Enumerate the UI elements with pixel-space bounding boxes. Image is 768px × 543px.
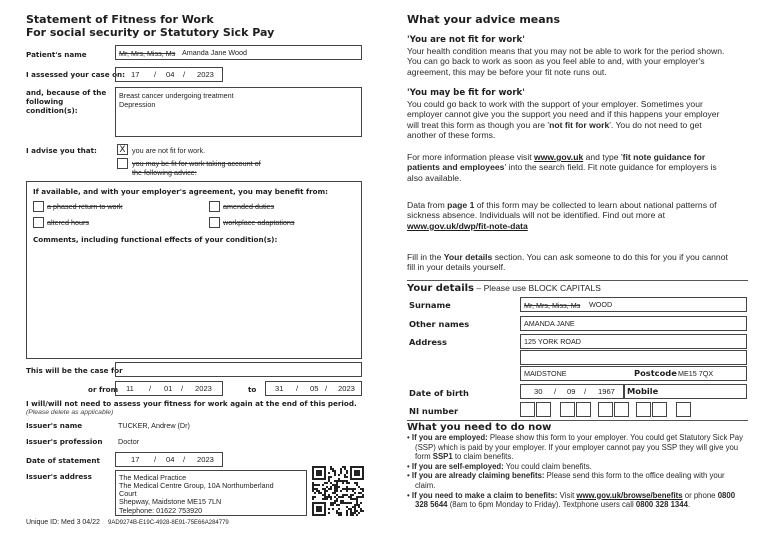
form-title: Statement of Fitness for Work — [26, 13, 214, 26]
not-fit-text: Your health condition means that you may not be able to work for the period shown. You can go back to work as soon as you feel able to and, with your employer's agreement, this may be before your fit note runs out. — [407, 46, 725, 77]
unique-id: 9AD9274B-E19C-4928-8E91-75E66A284779 — [108, 520, 229, 526]
ni-box[interactable] — [676, 402, 691, 417]
phased-return-option: a phased return to work — [47, 202, 123, 211]
from-month: 01 — [164, 384, 173, 393]
delete-note: (Please delete as applicable) — [26, 409, 114, 416]
not-fit-checkbox[interactable]: X — [117, 144, 128, 155]
fit-note-data-link[interactable]: www.gov.uk/dwp/fit-note-data — [407, 220, 528, 231]
ni-box[interactable] — [636, 402, 651, 417]
govuk-link[interactable]: www.gov.uk — [534, 152, 584, 162]
surname-title-options: Mr, Mrs, Miss, Ms — [524, 301, 581, 310]
mobile-label: Mobile — [627, 386, 659, 396]
assessed-date-field[interactable] — [115, 67, 223, 82]
todo-item-new-claim: • If you need to make a claim to benefits: Visit www.gov.uk/browse/benefits or phone 0800 328 5644 (8am to 6pm Monday to Friday). Textphone users call 0800 328 1344. — [407, 490, 736, 510]
address-line: The Medical Practice — [119, 473, 187, 482]
workplace-adaptations-option: workplace adaptations — [223, 218, 295, 227]
date-sep: / — [149, 384, 152, 393]
ni-box[interactable] — [614, 402, 629, 417]
date-sep: / — [154, 455, 157, 464]
address-line3-value: MAIDSTONE — [524, 369, 567, 378]
phased-return-checkbox[interactable] — [33, 201, 44, 212]
date-sep: / — [154, 70, 157, 79]
from-year: 2023 — [195, 384, 212, 393]
may-fit-checkbox[interactable] — [117, 158, 128, 169]
assessed-year: 2023 — [197, 70, 214, 79]
address-line1-value: 125 YORK ROAD — [524, 337, 581, 346]
data-collection-text: Data from page 1 of this form may be collected to learn about national patterns of sickness absence. Individuals will not be identified. Find out more at www.gov.uk/dwp/fit-note-data — [407, 200, 717, 231]
surname-label: Surname — [409, 300, 451, 310]
issuer-address-label: Issuer's address — [26, 472, 92, 481]
from-date-field[interactable] — [115, 381, 223, 396]
ni-box[interactable] — [520, 402, 535, 417]
other-names-field[interactable] — [520, 316, 747, 331]
patient-name-field[interactable] — [115, 45, 362, 60]
issuer-profession-value: Doctor — [118, 437, 140, 446]
to-year: 2023 — [338, 384, 355, 393]
patient-title-options: Mr, Mrs, Miss, Ms — [119, 49, 176, 58]
address-line: The Medical Centre Group, 10A Northumberland — [119, 481, 274, 490]
mobile-field[interactable] — [624, 384, 747, 399]
postcode-value: ME15 7QX — [678, 369, 714, 378]
may-fit-option: you may be fit for work taking account of — [132, 159, 261, 168]
address-line: Shepway, Maidstone ME15 7LN — [119, 497, 222, 506]
ni-box[interactable] — [536, 402, 551, 417]
address-line: Telephone: 01622 753920 — [119, 506, 203, 515]
advice-heading: What your advice means — [407, 13, 561, 26]
date-sep: / — [584, 387, 587, 396]
statement-month: 04 — [166, 455, 175, 464]
surname-field[interactable] — [520, 297, 747, 312]
ni-box[interactable] — [576, 402, 591, 417]
may-fit-option-cont: the following advice: — [132, 168, 197, 177]
to-date-field[interactable] — [265, 381, 362, 396]
condition-label: and, because of the following condition(s): — [26, 88, 107, 115]
ni-box[interactable] — [652, 402, 667, 417]
not-fit-heading: 'You are not fit for work' — [407, 35, 525, 45]
advise-label: I advise you that: — [26, 146, 97, 155]
patient-name-value: Amanda Jane Wood — [182, 48, 247, 57]
advice-box — [26, 181, 362, 359]
issuer-name-value: TUCKER, Andrew (Dr) — [118, 421, 190, 430]
condition-field[interactable] — [115, 87, 362, 137]
comments-heading: Comments, including functional effects of your condition(s): — [33, 235, 278, 244]
fill-in-text: Fill in the Your details section. You can ask someone to do this for you if you cannot fill in your details yourself. — [407, 252, 728, 273]
may-fit-text: You could go back to work with the support of your employer. Sometimes your employer cannot give you the support you need and if this happens your employer will treat this form as though you are 'not fit for work'. You do not need to get another of these forms. — [407, 99, 720, 141]
altered-hours-option: altered hours — [47, 218, 89, 227]
assessed-day: 17 — [131, 70, 140, 79]
address-line2-field[interactable] — [520, 350, 747, 365]
details-divider — [407, 280, 748, 281]
qr-code — [312, 466, 364, 516]
date-sep: / — [183, 70, 186, 79]
ni-box[interactable] — [598, 402, 613, 417]
from-day: 11 — [126, 384, 134, 393]
date-sep: / — [183, 455, 186, 464]
case-for-label: This will be the case for — [26, 366, 123, 375]
dob-month: 09 — [567, 387, 576, 396]
benefit-heading: If available, and with your employer's agreement, you may benefit from: — [33, 187, 328, 196]
dob-field[interactable] — [520, 384, 624, 399]
ni-number-label: NI number — [409, 406, 459, 416]
or-from-label: or from — [88, 385, 119, 394]
amended-duties-option: amended duties — [223, 202, 275, 211]
statement-year: 2023 — [197, 455, 214, 464]
statement-day: 17 — [131, 455, 140, 464]
unique-id-label: Unique ID: Med 3 04/22 — [26, 519, 100, 526]
issuer-address-field[interactable] — [115, 470, 307, 516]
assessed-label: I assessed your case on: — [26, 70, 126, 79]
postcode-label: Postcode — [634, 368, 677, 378]
not-fit-option: you are not fit for work. — [132, 146, 206, 155]
todo-heading: What you need to do now — [407, 422, 552, 433]
to-label: to — [248, 385, 257, 394]
to-month: 05 — [310, 384, 319, 393]
todo-item-claiming: • If you are already claiming benefits: Please send this form to the office dealing with your claim. — [407, 471, 725, 490]
to-day: 31 — [275, 384, 284, 393]
benefits-link[interactable]: www.gov.uk/browse/benefits — [576, 490, 683, 500]
may-fit-heading: 'You may be fit for work' — [407, 88, 525, 98]
ni-box[interactable] — [560, 402, 575, 417]
other-names-label: Other names — [409, 319, 470, 329]
address-line3-field[interactable] — [520, 366, 747, 381]
surname-value: WOOD — [589, 300, 613, 309]
will-not-assess: I will/will not need to assess your fitness for work again at the end of this period. — [26, 399, 357, 408]
date-sep: / — [181, 384, 184, 393]
more-info-text: For more information please visit www.gov.uk and type 'fit note guidance for patients and employees' into the search field. Fit note guidance for employers is also available. — [407, 152, 717, 183]
statement-date-field[interactable] — [115, 452, 223, 467]
address-line: Court — [119, 489, 137, 498]
dob-day: 30 — [534, 387, 543, 396]
dob-year: 1967 — [598, 387, 615, 396]
address-label: Address — [409, 337, 447, 347]
todo-item-employed: • If you are employed: Please show this form to your employer. You could get Statutory Sick Pay (SSP) which is paid by your employer. If your employer cannot pay you SSP they will give you form SSP1 to claim benefits. — [407, 433, 743, 462]
patient-name-label: Patient's name — [26, 50, 87, 59]
statement-date-label: Date of statement — [26, 456, 100, 465]
amended-duties-checkbox[interactable] — [209, 201, 220, 212]
assessed-month: 04 — [166, 70, 175, 79]
case-for-field[interactable] — [115, 362, 362, 377]
condition-line: Breast cancer undergoing treatment — [119, 91, 234, 100]
todo-list — [407, 433, 743, 510]
todo-item-self-employed: • If you are self-employed: You could claim benefits. — [407, 461, 592, 471]
dob-label: Date of birth — [409, 388, 469, 398]
workplace-adaptations-checkbox[interactable] — [209, 217, 220, 228]
altered-hours-checkbox[interactable] — [33, 217, 44, 228]
date-sep: / — [296, 384, 299, 393]
your-details-heading: Your details – Please use BLOCK CAPITALS — [407, 283, 601, 294]
issuer-name-label: Issuer's name — [26, 421, 83, 430]
form-subtitle: For social security or Statutory Sick Pay — [26, 26, 275, 39]
condition-line: Depression — [119, 100, 156, 109]
date-sep: / — [325, 384, 328, 393]
date-sep: / — [554, 387, 557, 396]
other-names-value: AMANDA JANE — [524, 319, 575, 328]
issuer-profession-label: Issuer's profession — [26, 437, 103, 446]
address-line1-field[interactable] — [520, 334, 747, 349]
